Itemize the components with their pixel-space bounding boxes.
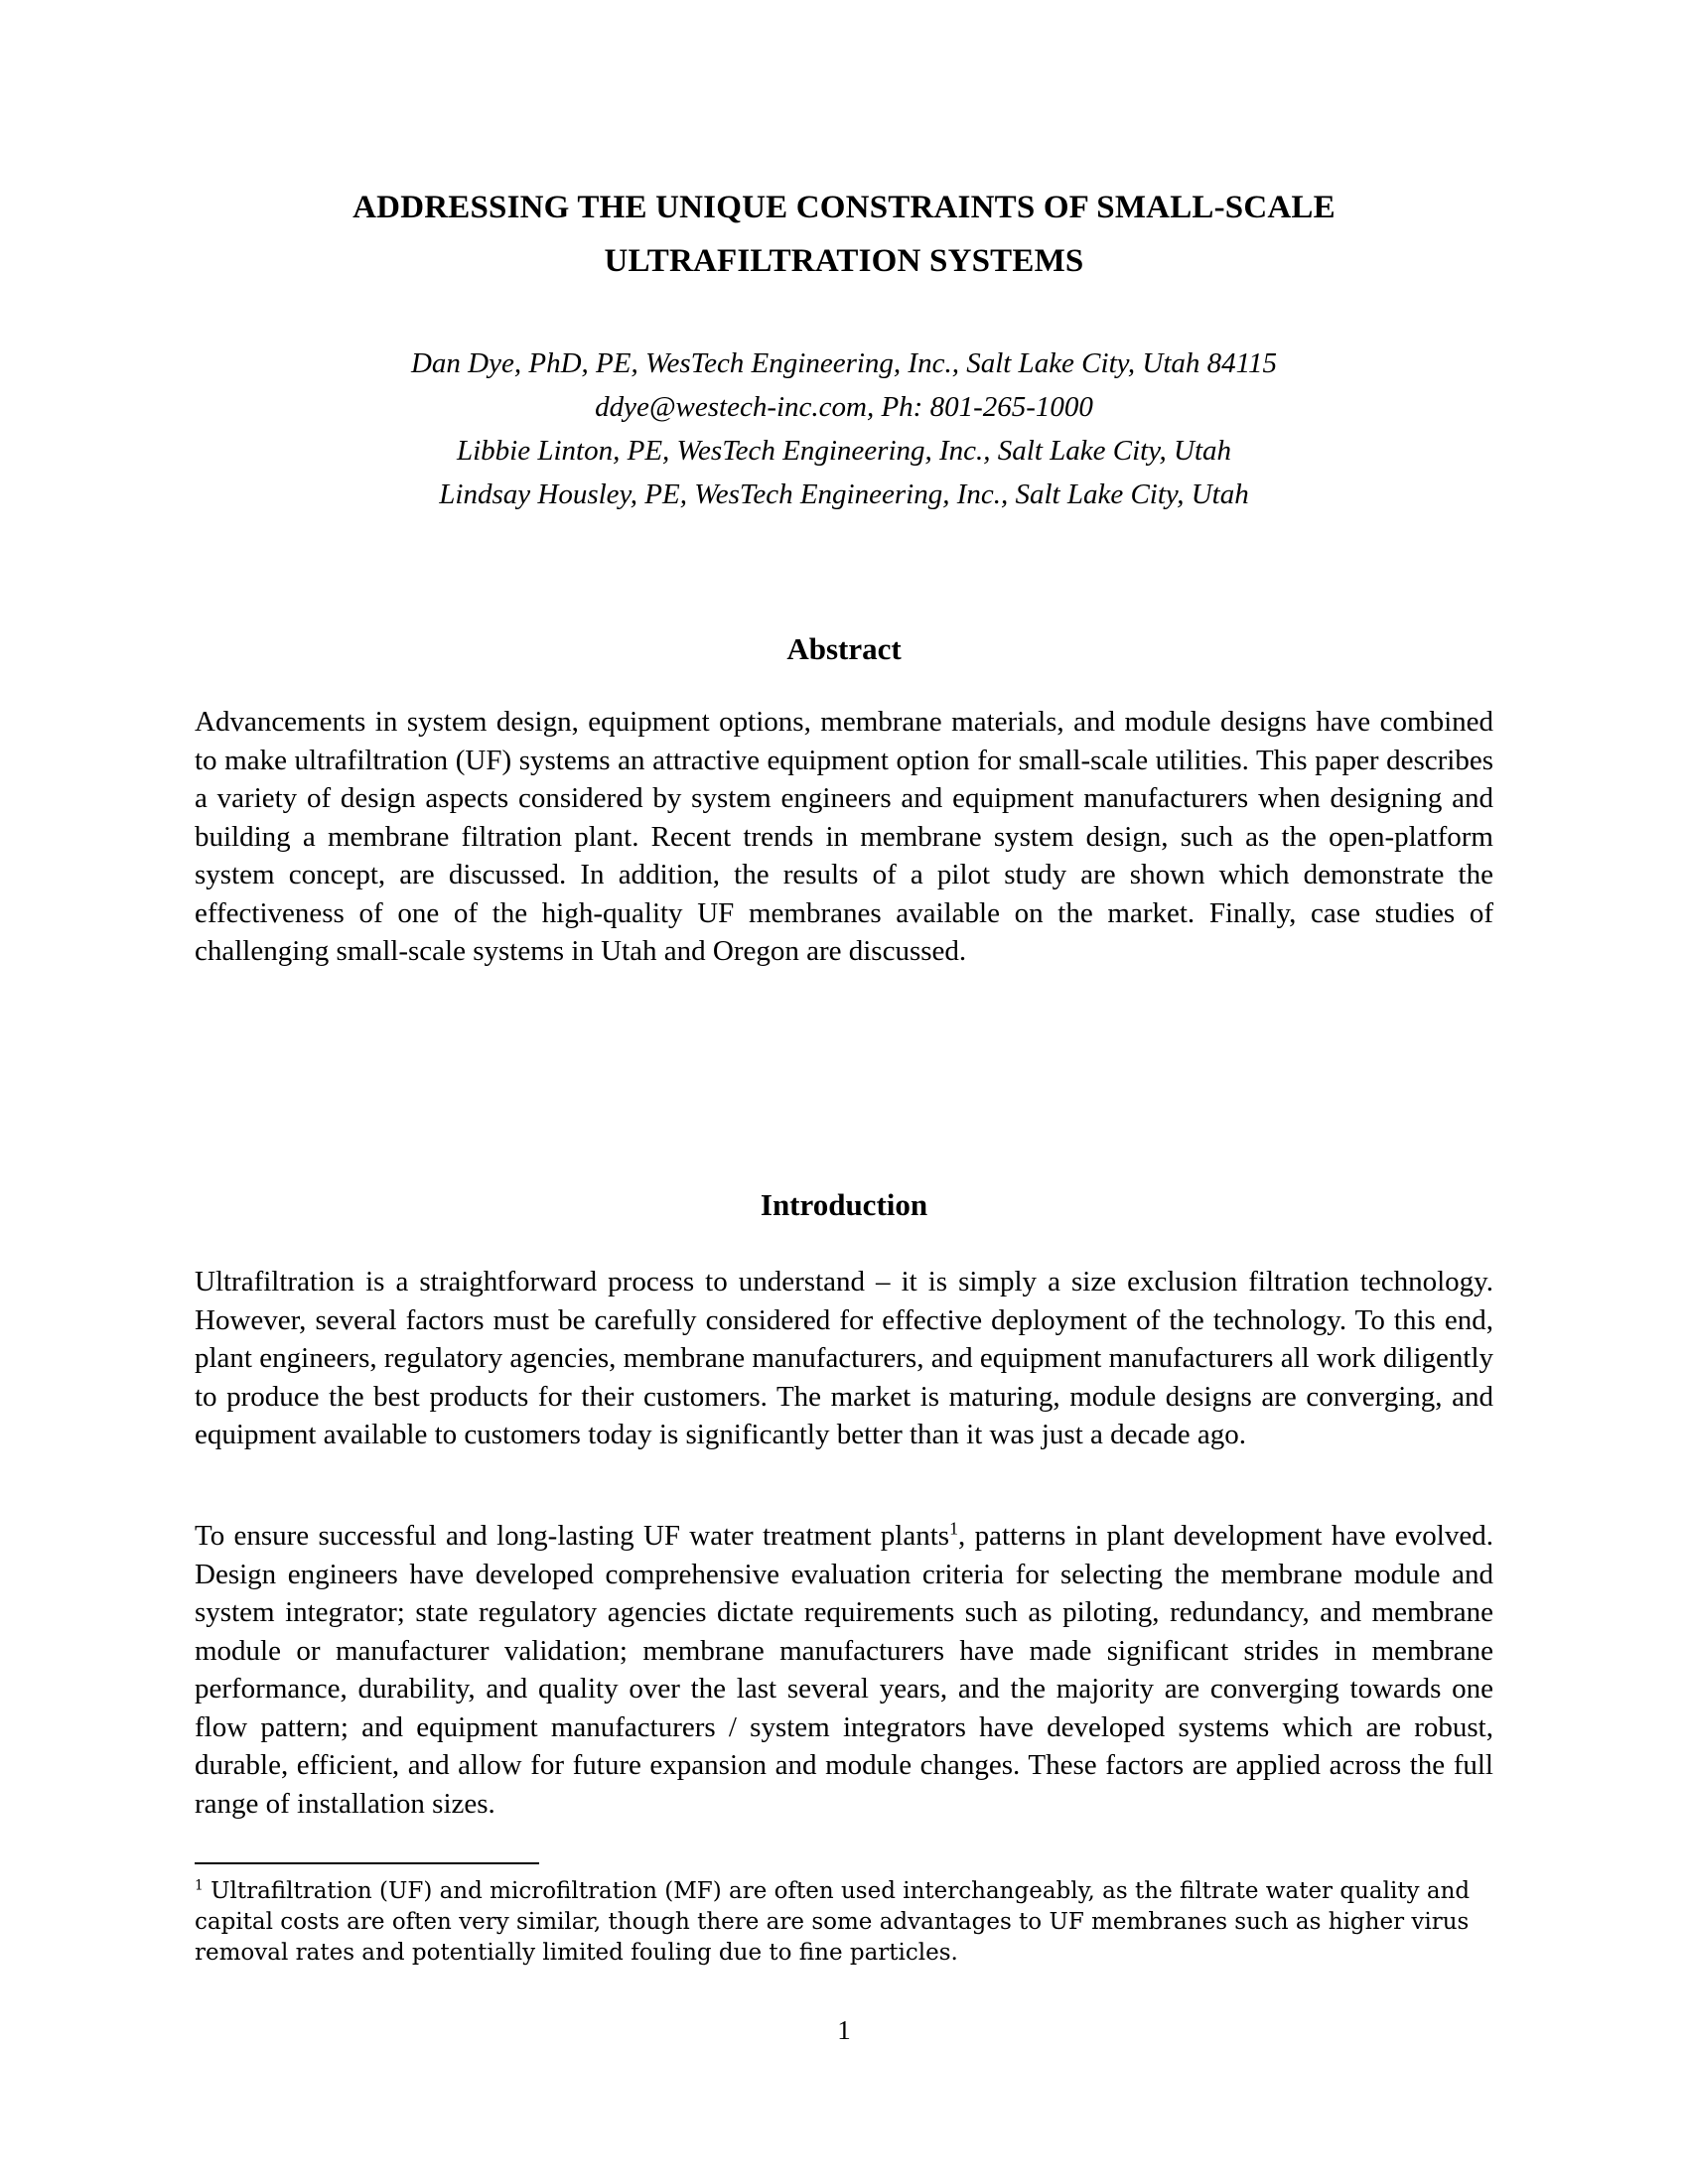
- section-heading-abstract: Abstract: [786, 631, 902, 666]
- paragraph-text: , patterns in plant development have evolved. Design engineers have developed comprehensive evaluation criteria for selecting the membrane module and system integrator; state regulatory agencies dictate requirements such as piloting, redundancy, and membrane module or manufacturer validation; membrane manufacturers have made significant strides in membrane performance, durability, and quality over the last several years, and the majority are converging towards one flow pattern; and equipment manufacturers / system integrators have developed systems which are robust, durable, efficient, and allow for future expansion and module changes. These factors are applied across the full range of installation sizes.: [195, 1520, 1493, 1820]
- page-title: [195, 181, 1493, 288]
- author-contact-line: ddye@westech-inc.com, Ph: 801-265-1000: [595, 391, 1093, 423]
- page-title-line-1: ADDRESSING THE UNIQUE CONSTRAINTS OF SMALL-SCALE: [352, 190, 1336, 225]
- section-heading-introduction: Introduction: [760, 1187, 928, 1222]
- page-number: 1: [837, 2015, 851, 2045]
- author-line: Lindsay Housley, PE, WesTech Engineering, Inc., Salt Lake City, Utah: [439, 478, 1249, 510]
- page-title-line-2: ULTRAFILTRATION SYSTEMS: [604, 243, 1084, 279]
- author-block: [195, 341, 1493, 516]
- footnote-marker: 1: [195, 1877, 204, 1894]
- footnote-separator: [195, 1862, 539, 1864]
- author-line: Dan Dye, PhD, PE, WesTech Engineering, Inc., Salt Lake City, Utah 84115: [410, 347, 1278, 379]
- footnote: [195, 1876, 1493, 1969]
- footnote-reference-mark: 1: [949, 1518, 959, 1539]
- footnote-text: Ultrafiltration (UF) and microfiltration (MF) are often used interchangeably, as the filtrate water quality and capital costs are often very similar, though there are some advantages to UF membranes such as higher virus removal rates and potentially limited fouling due to fine particles.: [195, 1878, 1471, 1966]
- introduction-paragraph-1: Ultrafiltration is a straightforward process to understand – it is simply a size exclusion filtration technology. However, several factors must be carefully considered for effective deployment of the technology. To this end, plant engineers, regulatory agencies, membrane manufacturers, and equipment manufacturers all work diligently to produce the best products for their customers. The market is maturing, module designs are converging, and equipment available to customers today is significantly better than it was just a decade ago.: [195, 1266, 1493, 1450]
- introduction-paragraph-2: [195, 1517, 1493, 1825]
- abstract-paragraph: Advancements in system design, equipment options, membrane materials, and module designs have combined to make ultrafiltration (UF) systems an attractive equipment option for small-scale utilities. This paper describes a variety of design aspects considered by system engineers and equipment manufacturers when designing and building a membrane filtration plant. Recent trends in membrane system design, such as the open-platform system concept, are discussed. In addition, the results of a pilot study are shown which demonstrate the effectiveness of one of the high-quality UF membranes available on the market. Finally, case studies of challenging small-scale systems in Utah and Oregon are discussed.: [195, 706, 1493, 967]
- author-line: Libbie Linton, PE, WesTech Engineering, Inc., Salt Lake City, Utah: [457, 435, 1231, 467]
- paragraph-text: To ensure successful and long-lasting UF water treatment plants: [195, 1520, 950, 1552]
